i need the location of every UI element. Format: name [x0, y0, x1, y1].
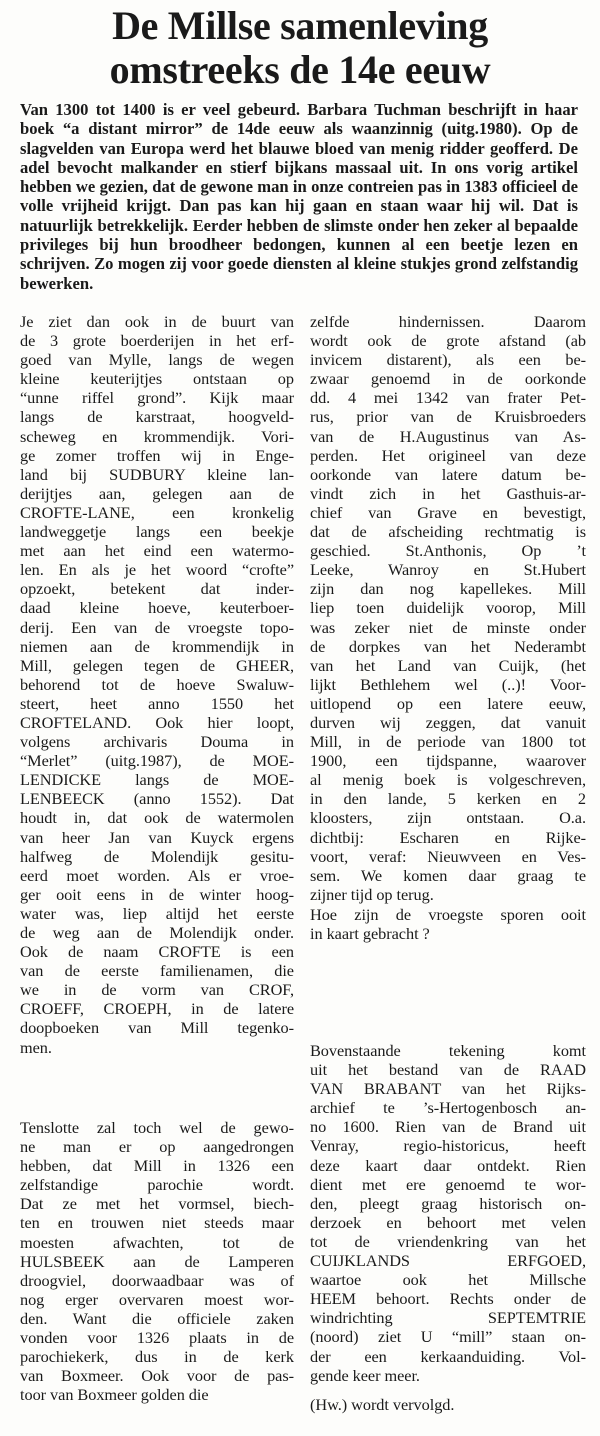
text-line: zwaar genoemd in de oorkonde	[310, 369, 586, 389]
text-line: perden. Het origineel van deze	[310, 445, 586, 465]
text-line: de weg aan de Molendijk onder.	[20, 923, 294, 942]
text-line: “Merlet” (uitg.1987), de MOE-	[20, 751, 294, 771]
text-line: invicem distarent), als een be-	[310, 350, 586, 370]
text-line: houdt in, dat ook de watermolen	[20, 808, 294, 828]
text-line: van heer Jan van Kuyck ergens	[20, 827, 294, 847]
text-line: doopboeken van Mill tegenko-	[20, 1018, 294, 1038]
text-line: voort, veraf: Nieuwveen en Ves-	[310, 846, 586, 866]
text-line: HEEM behoort. Rechts onder de	[310, 1289, 586, 1309]
text-line: behorend tot de hoeve Swaluw-	[20, 674, 294, 694]
text-line: volgens archivaris Douma in	[20, 732, 294, 752]
text-line: al menig boek is volgeschreven,	[310, 770, 586, 790]
lead-paragraph: Van 1300 tot 1400 is er veel gebeurd. Barbara Tuchman beschrijft in haar boek “a distant mirror” de 14de eeuw als waanzinnig (uitg.1980). Op de slagvelden van Europa werd het blauwe bloed van menig ridder geofferd. De adel bevocht malkander en stierf bijkans massaal uit. In ons vorig artikel hebben we gezien, dat de gewone man in onze contreien pas in 1383 officieel de volle vrijheid krijgt. Dan pas kan hij gaan en staan waar hij wil. Dat is natuurlijk betrekkelijk. Eerder hebben de slimste onder hen zeker al bepaalde privileges bij hun broodheer bedongen, kunnen al een beetje lezen en schrijven. Zo mogen zij voor goede diensten al kleine stukjes grond zelfstandig bewerken.	[20, 100, 578, 293]
text-line: tot de vriendenkring van het	[310, 1231, 586, 1251]
text-line: van de eerste familienamen, die	[20, 961, 294, 981]
text-line: wordt ook de grote afstand (ab	[310, 331, 586, 351]
text-line: uit het bestand van de RAAD	[310, 1060, 586, 1080]
column-2-block-2	[310, 1041, 586, 1385]
text-line: landweggetje langs een beekje	[20, 522, 294, 542]
text-line: opzoekt, betekent dat inder-	[20, 579, 294, 599]
text-line: len. En als je het woord “crofte”	[20, 560, 294, 580]
text-line: Tenslotte zal toch wel de gewo-	[20, 1118, 294, 1137]
text-line: CUIJKLANDS ERFGOED,	[310, 1251, 586, 1271]
text-line: sem. We komen daar graag te	[310, 865, 586, 885]
text-line: daad kleine hoeve, keuterboer-	[20, 598, 294, 618]
text-line: zelfde hindernissen. Daarom	[310, 312, 586, 331]
text-line: Mill, gelegen tegen de GHEER,	[20, 655, 294, 675]
text-line: no 1600. Rien van de Brand uit	[310, 1117, 586, 1137]
text-line: geschied. St.Anthonis, Op ’t	[310, 541, 586, 561]
title-line-1: De Millse samenleving	[112, 3, 488, 48]
text-line: den. Want die officiele zaken	[20, 1308, 294, 1328]
text-line: waartoe ook het Millsche	[310, 1270, 586, 1290]
text-line: hebben, dat Mill in 1326 een	[20, 1156, 294, 1176]
text-line: (noord) ziet U “mill” staan on-	[310, 1327, 586, 1347]
text-line: ten en trouwen niet steeds maar	[20, 1213, 294, 1233]
text-line: ger ooit eens in de winter hoog-	[20, 884, 294, 904]
text-line: men.	[20, 1037, 52, 1057]
text-line: moesten afwachten, tot de	[20, 1232, 294, 1252]
text-line: derijtjes aan, gelegen aan de	[20, 483, 294, 503]
text-line: Ook de naam CROFTE is een	[20, 942, 294, 962]
text-line: Bovenstaande tekening komt	[310, 1041, 586, 1060]
text-line: Dat ze met het vormsel, biech-	[20, 1194, 294, 1214]
article-title	[0, 4, 600, 92]
text-line: goed van Mylle, langs de wegen	[20, 350, 294, 370]
column-1-block-2	[20, 1118, 294, 1404]
text-line: droogviel, doorwaadbaar was of	[20, 1270, 294, 1290]
text-line: uitlopend op een latere eeuw,	[310, 693, 586, 713]
text-line: deze kaart daar ontdekt. Rien	[310, 1155, 586, 1175]
text-line: in kaart gebracht ?	[310, 924, 430, 944]
text-line: was zeker niet de minste onder	[310, 617, 586, 637]
text-line: water was, liep altijd het eerste	[20, 903, 294, 923]
text-line: we in de vorm van CROF,	[20, 980, 294, 1000]
text-line: zijn dan nog kapellekes. Mill	[310, 579, 586, 599]
text-line: dd. 4 mei 1342 van frater Pet-	[310, 388, 586, 408]
text-line: den, pleegt graag historisch on-	[310, 1193, 586, 1213]
title-line-2: omstreeks de 14e eeuw	[109, 47, 491, 92]
text-line: land bij SUDBURY kleine lan-	[20, 464, 294, 484]
text-line: derij. Een van de vroegste topo-	[20, 617, 294, 637]
text-line: kleine keuterijtjes ontstaan op	[20, 369, 294, 389]
text-line: 1900, een tijdspanne, waarover	[310, 751, 586, 771]
text-line: toor van Boxmeer golden die	[20, 1385, 209, 1405]
text-line: zijner tijd op terug.	[310, 884, 434, 904]
text-line: van het Land van Cuijk, (het	[310, 655, 586, 675]
text-line: CROFTE-LANE, een kronkelig	[20, 502, 294, 522]
text-line: de dorpkes van het Nederambt	[310, 636, 586, 656]
text-line: steert, heet anno 1550 het	[20, 693, 294, 713]
text-line: dat de afscheiding rechtmatig is	[310, 522, 586, 542]
text-line: windrichting SEPTEMTRIE	[310, 1308, 586, 1328]
text-line: nog erger overvaren moest wor-	[20, 1289, 294, 1309]
text-line: oorkonde van latere datum be-	[310, 464, 586, 484]
text-line: Venray, regio-historicus, heeft	[310, 1136, 586, 1156]
column-2-block-1	[310, 312, 586, 904]
signature-text: (Hw.) wordt vervolgd.	[310, 1395, 455, 1414]
text-line: vindt zich in het Gasthuis-ar-	[310, 483, 586, 503]
text-line: dichtbij: Escharen en Rijke-	[310, 827, 586, 847]
text-line: halfweg de Molendijk gesitu-	[20, 846, 294, 866]
text-line: Leeke, Wanroy en St.Hubert	[310, 560, 586, 580]
text-line: ne man er op aangedrongen	[20, 1137, 294, 1157]
text-line: “unne riffel grond”. Kijk maar	[20, 388, 294, 408]
text-line: rus, prior van de Kruisbroeders	[310, 407, 586, 427]
text-line: ge zomer troffen wij in Enge-	[20, 445, 294, 465]
text-line: gende keer meer.	[310, 1365, 420, 1385]
text-line: durven wij zeggen, dat vanuit	[310, 712, 586, 732]
text-line: liep toen duidelijk voorop, Mill	[310, 598, 586, 618]
text-line: vonden voor 1326 plaats in de	[20, 1328, 294, 1348]
text-line: Je ziet dan ook in de buurt van	[20, 312, 294, 331]
text-line: dient met ere genoemd te wor-	[310, 1174, 586, 1194]
text-line: CROEFF, CROEPH, in de latere	[20, 999, 294, 1019]
column-2-question	[310, 905, 586, 943]
text-line: derzoek en behoort met velen	[310, 1212, 586, 1232]
text-line: van Boxmeer. Ook voor de pas-	[20, 1366, 294, 1386]
text-line: LENBEECK (anno 1552). Dat	[20, 789, 294, 809]
text-line: parochiekerk, dus in de kerk	[20, 1347, 294, 1367]
text-line: scheweg en krommendijk. Vori-	[20, 426, 294, 446]
text-line: niemen aan de krommendijk in	[20, 636, 294, 656]
text-line: kloosters, zijn ontstaan. O.a.	[310, 808, 586, 828]
text-line: eerd moet worden. Als er vroe-	[20, 865, 294, 885]
text-line: zelfstandige parochie wordt.	[20, 1175, 294, 1195]
text-line: in den lande, 5 kerken en 2	[310, 789, 586, 809]
text-line: met aan het eind een watermo-	[20, 541, 294, 561]
text-line: VAN BRABANT van het Rijks-	[310, 1079, 586, 1099]
text-line: chief van Grave en bevestigt,	[310, 502, 586, 522]
text-line: HULSBEEK aan de Lamperen	[20, 1251, 294, 1271]
column-1-block-1	[20, 312, 294, 1057]
text-line: langs de karstraat, hoogveld-	[20, 407, 294, 427]
text-line: der een kerkaanduiding. Vol-	[310, 1346, 586, 1366]
text-line: van de H.Augustinus van As-	[310, 426, 586, 446]
text-line: Mill, in de periode van 1800 tot	[310, 732, 586, 752]
text-line: archief te ’s-Hertogenbosch an-	[310, 1098, 586, 1118]
text-line: de 3 grote boerderijen in het erf-	[20, 331, 294, 351]
signature	[310, 1395, 586, 1414]
text-line: LENDICKE langs de MOE-	[20, 770, 294, 790]
text-line: CROFTELAND. Ook hier loopt,	[20, 712, 294, 732]
text-line: Hoe zijn de vroegste sporen ooit	[310, 905, 586, 924]
text-line: lijkt Bethlehem wel (..)! Voor-	[310, 674, 586, 694]
